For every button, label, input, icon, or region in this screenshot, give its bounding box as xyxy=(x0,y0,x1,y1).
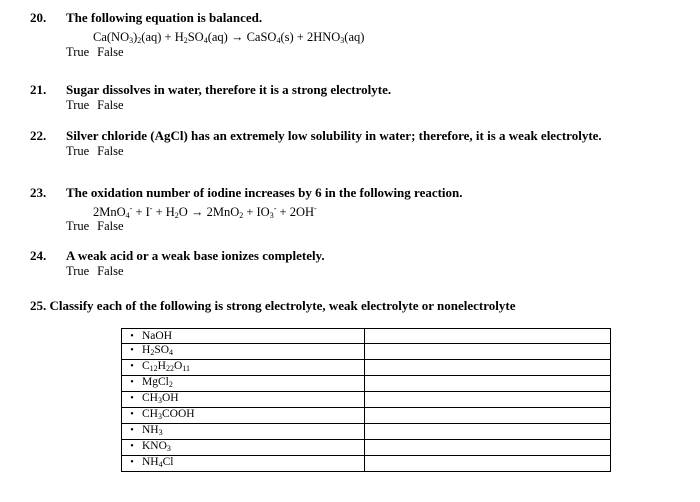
true-false-options xyxy=(66,219,124,234)
question-number: 20. xyxy=(30,10,47,25)
classification-table xyxy=(121,328,611,472)
answer-cell[interactable] xyxy=(364,329,610,344)
table-row xyxy=(122,408,611,424)
false-option[interactable]: False xyxy=(97,219,124,233)
true-option[interactable]: True xyxy=(66,45,90,59)
table-row xyxy=(122,424,611,440)
compound-cell: • $CH_3COOH$ xyxy=(122,408,365,424)
answer-cell[interactable] xyxy=(364,392,610,408)
false-option[interactable]: False xyxy=(97,144,124,158)
compound-cell: • $H_2SO_4$ xyxy=(122,344,365,360)
false-option[interactable]: False xyxy=(97,264,124,278)
bullet: • xyxy=(130,361,134,373)
false-option[interactable]: False xyxy=(97,45,124,59)
true-option[interactable]: True xyxy=(66,264,90,278)
question-text: Sugar dissolves in water, therefore it is a strong electrolyte. xyxy=(66,82,392,97)
true-option[interactable]: True xyxy=(66,219,90,233)
true-false-options xyxy=(66,98,124,113)
true-option[interactable]: True xyxy=(66,98,90,112)
table-row xyxy=(122,344,611,360)
compound-cell: • NaOH xyxy=(122,329,365,344)
table-row xyxy=(122,392,611,408)
answer-cell[interactable] xyxy=(364,456,610,472)
true-option[interactable]: True xyxy=(66,144,90,158)
compound-cell: • $NH_4Cl$ xyxy=(122,456,365,472)
question-text: A weak acid or a weak base ionizes completely. xyxy=(66,248,325,263)
equation-23: $2MnO_4^- + I^- + H_2O \to 2MnO_2 + IO_3^- + 2OH^-$ xyxy=(93,204,317,220)
bullet: • xyxy=(130,425,134,437)
compound-cell: • $CH_3OH$ xyxy=(122,392,365,408)
bullet: • xyxy=(130,457,134,469)
bullet: • xyxy=(130,409,134,421)
table-row xyxy=(122,440,611,456)
answer-cell[interactable] xyxy=(364,360,610,376)
table-row xyxy=(122,376,611,392)
question-number: 24. xyxy=(30,248,47,263)
compound-cell: • $C_{12}H_{22}O_{11}$ xyxy=(122,360,365,376)
table-row xyxy=(122,360,611,376)
bullet: • xyxy=(130,345,134,357)
bullet: • xyxy=(130,393,134,405)
question-25-text: 25. Classify each of the following is strong electrolyte, weak electrolyte or nonelectrolyte xyxy=(30,298,516,313)
compound-cell: • MgCl$_2$ xyxy=(122,376,365,392)
answer-cell[interactable] xyxy=(364,440,610,456)
bullet: • xyxy=(130,330,134,342)
bullet: • xyxy=(130,441,134,453)
compound-cell: • $KNO_3$ xyxy=(122,440,365,456)
table-row xyxy=(122,456,611,472)
true-false-options xyxy=(66,264,124,279)
bullet: • xyxy=(130,377,134,389)
compound-cell: • $NH_3$ xyxy=(122,424,365,440)
answer-cell[interactable] xyxy=(364,344,610,360)
true-false-options xyxy=(66,45,124,60)
question-number: 22. xyxy=(30,128,47,143)
false-option[interactable]: False xyxy=(97,98,124,112)
table-row xyxy=(122,329,611,344)
question-number: 23. xyxy=(30,185,47,200)
answer-cell[interactable] xyxy=(364,424,610,440)
question-text: Silver chloride (AgCl) has an extremely low solubility in water; therefore, it is a weak electrolyte. xyxy=(66,128,602,143)
answer-cell[interactable] xyxy=(364,408,610,424)
question-number: 21. xyxy=(30,82,47,97)
question-text: The oxidation number of iodine increases by 6 in the following reaction. xyxy=(66,185,463,200)
answer-cell[interactable] xyxy=(364,376,610,392)
question-text: The following equation is balanced. xyxy=(66,10,263,25)
equation-20: $Ca(NO_3)_2(aq) + H_2SO_4(aq)$ → CaSO$_4$(s) + $2HNO_3(aq)$ xyxy=(93,30,365,45)
true-false-options xyxy=(66,144,124,159)
